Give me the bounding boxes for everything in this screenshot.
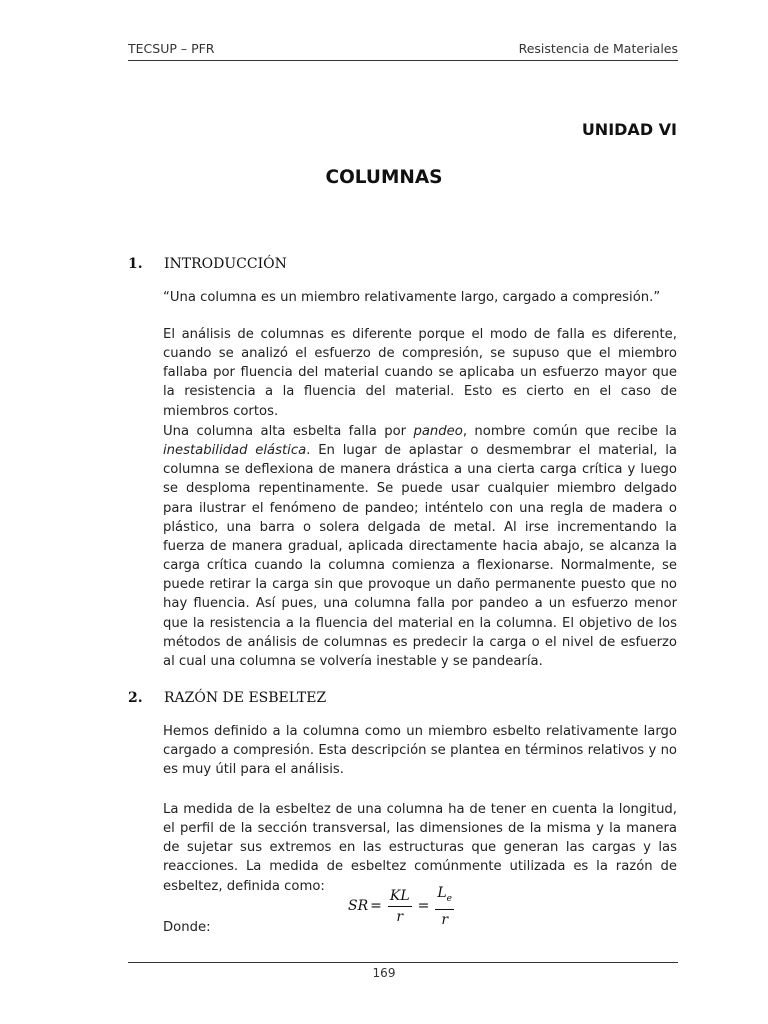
- page-number: 169: [372, 966, 396, 980]
- formula-lhs: SR: [348, 898, 369, 915]
- intro-p2-text-a: Una columna alta esbelta falla por: [163, 424, 414, 439]
- intro-paragraph-2: [163, 422, 677, 671]
- section-number: 2.: [128, 690, 143, 706]
- fraction-numerator: KL: [388, 887, 412, 907]
- intro-p2-emphasis-pandeo: pandeo: [413, 424, 463, 439]
- header-left-text: TECSUP – PFR: [128, 41, 215, 56]
- chapter-title: COLUMNAS: [325, 167, 443, 188]
- donde-label: Donde:: [163, 920, 211, 935]
- footer-divider: [128, 962, 678, 963]
- intro-paragraph-1: El análisis de columnas es diferente porque el modo de falla es diferente, cuando se analizó el esfuerzo de compresión, se supuso que el miembro fallaba por fluencia del material cuando se aplicaba un esfuerzo mayor que la resistencia a la fluencia del material. Esto es cierto en el caso de miembros cortos.: [163, 327, 677, 419]
- fraction-numerator: [435, 884, 454, 910]
- intro-p2-text-b: , nombre común que recibe la: [462, 424, 678, 439]
- section-title: RAZÓN DE ESBELTEZ: [164, 690, 327, 706]
- intro-p2-text-c: . En lugar de aplastar o desmembrar el material, la columna se deflexiona de manera drástica a una cierta carga crítica y luego se desploma repentinamente. Se puede usar cualquier miembro delgado para ilustrar el fenómeno de pandeo; inténtelo con una regla de madera o plástico, una barra o solera delgada de metal. Al irse incrementando la fuerza de manera gradual, aplicada directamente hacia abajo, se alcanza la carga crítica cuando la columna comienza a flexionarse. Normalmente, se puede retirar la carga sin que provoque un daño permanente puesto que no hay fluencia. Así pues, una columna falla por pandeo a un esfuerzo menor que la resistencia a la fluencia del material en la columna. El objetivo de los métodos de análisis de columnas es predecir la carga o el nivel de esfuerzo al cual una columna se volvería inestable y se pandearía.: [163, 443, 678, 669]
- unit-heading: UNIDAD VI: [581, 120, 677, 139]
- header-right-text: Resistencia de Materiales: [518, 41, 678, 56]
- section-title: INTRODUCCIÓN: [164, 256, 287, 272]
- intro-quote: “Una columna es un miembro relativamente largo, cargado a compresión.”: [163, 290, 661, 305]
- slenderness-paragraph-1: Hemos definido a la columna como un miembro esbelto relativamente largo cargado a compresión. Esta descripción se plantea en términos relativos y no es muy útil para el análisis.: [163, 724, 677, 778]
- numerator-symbol: L: [437, 885, 447, 901]
- numerator-subscript: e: [446, 893, 452, 904]
- section-number: 1.: [128, 256, 143, 272]
- intro-p2-emphasis-inestabilidad: inestabilidad elástica: [163, 443, 307, 459]
- formula-equals: =: [370, 898, 382, 915]
- formula-equals: =: [417, 898, 430, 915]
- fraction-denominator: r: [396, 908, 404, 925]
- slenderness-paragraph-2: La medida de la esbeltez de una columna ha de tener en cuenta la longitud, el perfil de la sección transversal, las dimensiones de la misma y la manera de sujetar sus extremos en las estructuras que generan las cargas y las reacciones. La medida de esbeltez comúnmente utilizada es la razón de esbeltez, definida como:: [163, 802, 677, 894]
- page-header: [128, 40, 678, 61]
- fraction-denominator: r: [441, 911, 449, 928]
